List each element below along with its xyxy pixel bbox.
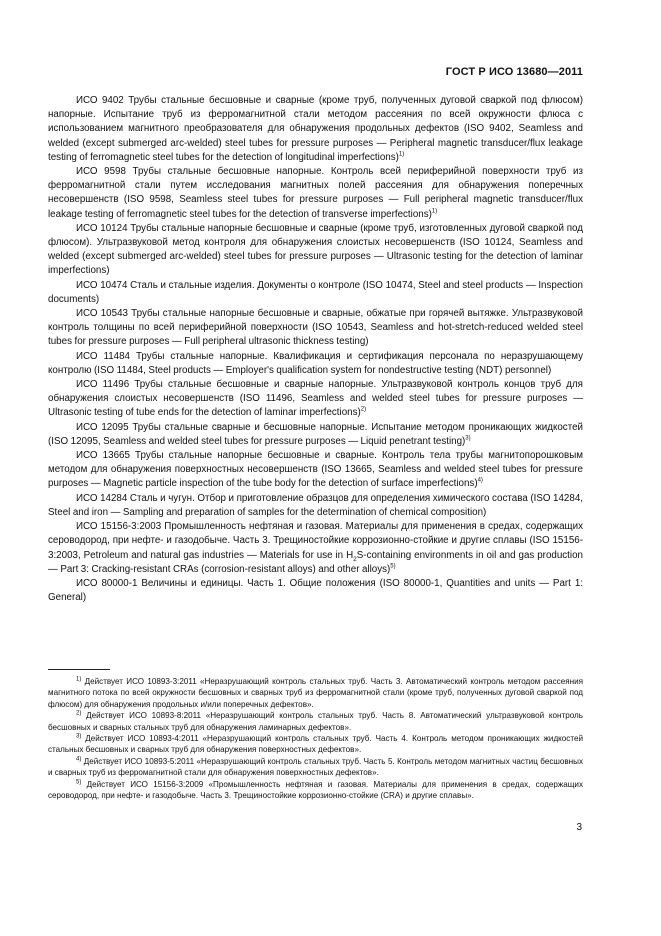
reference-entry: [48, 165, 583, 222]
reference-text: ИСО 11496 Трубы стальные бесшовные и сварные напорные. Ультразвуковой контроль концов труб для обнаружения слоистых несовершенств (ISO 11496, Seamless and welded steel tubes for pressure purposes — Ultrasonic testing of tube ends for the detection of laminar imperfections): [48, 379, 583, 419]
reference-text: ИСО 10124 Трубы стальные напорные бесшовные и сварные (кроме труб, изготовленных дуговой сваркой под флюсом). Ультразвуковой метод контроля для обнаружения слоистых несовершенств (ISO 10124, Seamless and welded (except submerged arc-welded) steel tubes for pressure purposes — Ultrasonic testing for the detection of laminar imperfections): [48, 222, 583, 277]
footnotes: [48, 676, 583, 801]
reference-text: ИСО 12095 Трубы стальные сварные и бесшовные напорные. Испытание методом проникающих жидкостей (ISO 12095, Seamless and welded steel tubes for pressure purposes — Liquid penetrant testing): [48, 421, 583, 447]
reference-text-part: ИСО 15156-3:2003 Промышленность нефтяная и газовая. Материалы для применения в средах, содержащих сероводород, при нефте- и газодобыче. Часть 3. Трещиностойкие коррозионно-стойкие и другие сплавы (ISO 15156-3:2003, Petroleum and natural gas industries — Materials for use in H: [48, 521, 583, 561]
footnote-mark: 2): [76, 710, 82, 717]
footnote-ref: 3): [465, 435, 471, 442]
reference-text: ИСО 9598 Трубы стальные бесшовные напорные. Контроль всей периферийной поверхности труб из ферромагнитной стали путем исследования магнитных полей рассеяния для обнаружения поперечных несовершенств (ISO 9598, Seamless steel tubes for pressure purposes — Full peripheral magnetic transducer/flux leakage testing of ferromagnetic steel tubes for the detection of transverse imperfections): [48, 166, 583, 220]
footnote-mark: 1): [76, 676, 82, 683]
footnote: [48, 756, 583, 779]
footnote-text: Действует ИСО 10893-4:2011 «Неразрушающий контроль стальных труб. Часть 4. Контроль методом проникающих жидкостей стальных бесшовных и сварных труб для обнаружения поверхностных дефектов».: [48, 734, 583, 755]
reference-text: ИСО 11484 Трубы стальные напорные. Квалификация и сертификация персонала по неразрушающему контролю (ISO 11484, Steel products — Employer's qualification system for nondestructive testing (NDT) personnel): [48, 350, 583, 376]
footnote-text: Действует ИСО 15156-3:2009 «Промышленность нефтяная и газовая. Материалы для применения в средах, содержащих сероводород, при нефте- и газодобыче. Часть 3. Трещиностойкие коррозионно-стойкие (CRA) и другие сплавы».: [48, 779, 583, 801]
reference-entry: [48, 449, 583, 492]
reference-entry: [48, 279, 583, 307]
footnote-ref: 1): [398, 151, 405, 158]
reference-entry: [48, 222, 583, 279]
reference-text: ИСО 14284 Сталь и чугун. Отбор и приготовление образцов для определения химического состава (ISO 14284, Steel and iron — Sampling and preparation of samples for the determination of chemical composition): [48, 492, 583, 518]
references-list: [48, 94, 583, 605]
footnote-separator: [48, 669, 110, 670]
reference-entry: [48, 492, 583, 520]
reference-entry: [48, 350, 583, 378]
reference-text: ИСО 10543 Трубы стальные напорные бесшовные и сварные, обжатые при горячей вытяжке. Ультразвуковой контроль толщины по всей периферийной поверхности (ISO 10543, Seamless and hot-stretch-reduced welded steel tubes for pressure purposes — Full peripheral ultrasonic thickness testing): [48, 308, 583, 348]
reference-entry: [48, 378, 583, 421]
reference-entry: [48, 307, 583, 350]
footnote-text: Действует ИСО 10893-5:2011 «Неразрушающий контроль стальных труб. Часть 5. Контроль методом магнитных частиц бесшовных и сварных труб из ферромагнитной стали для обнаружения поверхностных дефектов».: [48, 756, 583, 778]
reference-text: ИСО 10474 Сталь и стальные изделия. Документы о контроле (ISO 10474, Steel and steel products — Inspection documents): [48, 279, 583, 305]
footnote-ref: 1): [431, 208, 438, 215]
document-header: ГОСТ Р ИСО 13680—2011: [445, 66, 583, 78]
footnote-ref: 4): [477, 478, 483, 485]
reference-text: ИСО 13665 Трубы стальные напорные бесшовные и сварные. Контроль тела трубы магнитопорошковым методом для обнаружения поверхностных несовершенств (ISO 13665, Seamless and welded steel tubes for pressure purposes — Magnetic particle inspection of the tube body for the detection of surface imperfections): [48, 450, 583, 490]
footnote-mark: 3): [76, 733, 82, 740]
footnote-text: Действует ИСО 10893-8:2011 «Неразрушающий контроль стальных труб. Часть 8. Автоматический ультразвуковой контроль бесшовных и сварных стальных труб для обнаружения ламинарных дефектов».: [48, 711, 583, 732]
footnote-mark: 4): [76, 756, 82, 763]
footnote: [48, 733, 583, 756]
footnote-ref: 5): [390, 563, 396, 570]
subscript: 2: [353, 555, 357, 563]
reference-entry: [48, 94, 583, 165]
footnote: [48, 779, 583, 802]
footnote-mark: 5): [76, 778, 82, 785]
reference-text: ИСО 9402 Трубы стальные бесшовные и сварные (кроме труб, полученных дуговой сваркой под флюсом) напорные. Испытание труб из ферромагнитной стали методом рассеяния по всей окружности флюса с использованием магнитного преобразователя для обнаружения продольных дефектов (ISO 9402, Seamless and welded (except submerged arc-welded) steel tubes for pressure purposes — Peripheral magnetic transducer/flux leakage testing of ferromagnetic steel tubes for the detection of longitudinal imperfections): [48, 95, 583, 163]
reference-text-part: S-containing environments in oil and gas production — Part 3: Cracking-resistant CRAs (corrosion-resistant alloys) and other alloys): [48, 549, 583, 575]
reference-entry: [48, 421, 583, 449]
reference-text: ИСО 80000-1 Величины и единицы. Часть 1. Общие положения (ISO 80000-1, Quantities and units — Part 1: General): [48, 577, 583, 604]
footnote: [48, 710, 583, 733]
reference-entry: [48, 520, 583, 577]
page-number: 3: [576, 822, 582, 833]
footnote: [48, 676, 583, 710]
footnote-text: Действует ИСО 10893-3:2011 «Неразрушающий контроль стальных труб. Часть 3. Автоматический контроль методом рассеяния магнитного потока по всей окружности бесшовных и сварных труб из ферромагнитной стали (кроме труб, полученных дуговой сваркой под флюсом) для обнаружения продольных и/или поперечных дефектов».: [48, 677, 583, 709]
footnote-ref: 2): [360, 407, 367, 414]
reference-entry: [48, 577, 583, 605]
